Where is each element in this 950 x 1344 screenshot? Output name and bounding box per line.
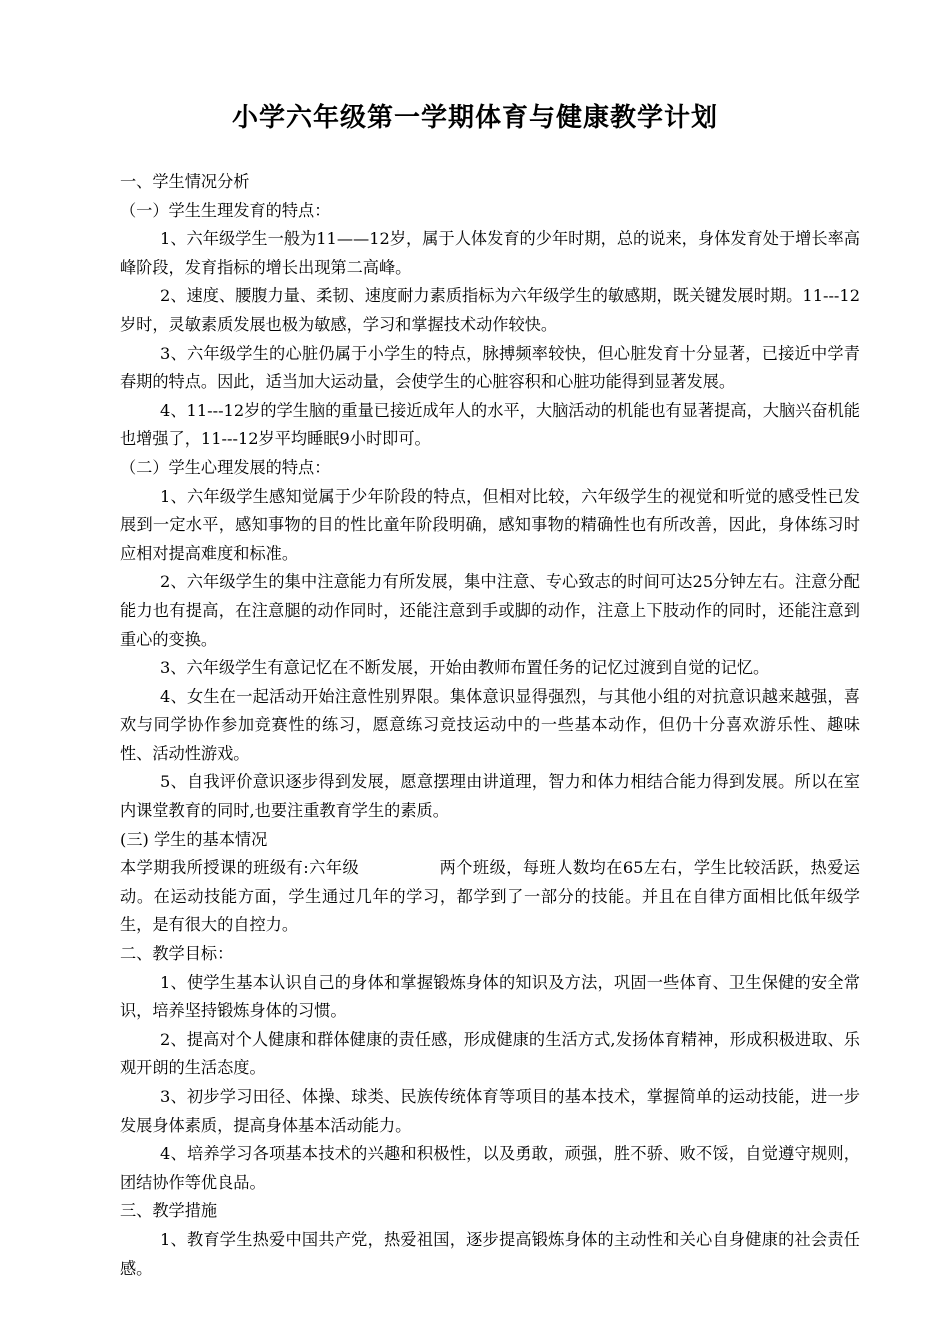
paragraph: 2、提高对个人健康和群体健康的责任感，形成健康的生活方式,发扬体育精神，形成积极进取、乐观开朗的生活态度。 [120,1029,860,1078]
class-info-rest: 两个班级，每班人数均在65左右，学生比较活跃，热爱运动。在运动技能方面，学生通过几年的学习，都学到了一部分的技能。并且在自律方面相比低年级学生，是有很大的自控力。 [120,858,860,935]
document-body [120,168,860,1283]
paragraph: 1、使学生基本认识自己的身体和掌握锻炼身体的知识及方法，巩固一些体育、卫生保健的安全常识，培养坚持锻炼身体的习惯。 [120,972,860,1021]
paragraph: 3、初步学习田径、体操、球类、民族传统体育等项目的基本技术，掌握简单的运动技能，进一步发展身体素质，提高身体基本活动能力。 [120,1087,860,1135]
paragraph: 4、培养学习各项基本技术的兴趣和积极性，以及勇敢，顽强，胜不骄、败不馁，自觉遵守规则，团结协作等优良品。 [120,1144,860,1192]
class-info-lead: 本学期我所授课的班级有:六年级 [120,858,360,878]
section-heading-1: 一、学生情况分析 [120,172,250,191]
paragraph: 4、女生在一起活动开始注意性别界限。集体意识显得强烈，与其他小组的对抗意识越来越强，喜欢与同学协作参加竞赛性的练习，愿意练习竞技运动中的一些基本动作，但仍十分喜欢游乐性、趣味性、活动性游戏。 [120,686,860,763]
paragraph: 4、11---12岁的学生脑的重量已接近成年人的水平，大脑活动的机能也有显著提高，大脑兴奋机能也增强了，11---12岁平均睡眠9小时即可。 [120,400,860,449]
section-heading-3: 三、教学措施 [120,1201,218,1221]
paragraph: 5、自我评价意识逐步得到发展，愿意摆理由讲道理，智力和体力相结合能力得到发展。所以在室内课堂教育的同时,也要注重教育学生的素质。 [120,772,860,821]
paragraph: 1、教育学生热爱中国共产党，热爱祖国，逐步提高锻炼身体的主动性和关心自身健康的社会责任感。 [120,1229,860,1278]
paragraph: 2、六年级学生的集中注意能力有所发展，集中注意、专心致志的时间可达25分钟左右。注意分配能力也有提高，在注意腿的动作同时，还能注意到手或脚的动作，注意上下肢动作的同时，还能注意到重心的变换。 [120,572,860,649]
subsection-heading-2: （二）学生心理发展的特点： [120,457,331,477]
paragraph: 3、六年级学生的心脏仍属于小学生的特点，脉搏频率较快，但心脏发育十分显著，已接近中学青春期的特点。因此，适当加大运动量，会使学生的心脏容积和心脏功能得到显著发展。 [120,343,860,392]
subsection-heading-3: (三) 学生的基本情况 [120,829,268,849]
paragraph: 3、六年级学生有意记忆在不断发展，开始由教师布置任务的记忆过渡到自觉的记忆。 [160,658,770,678]
paragraph-class-info [120,854,860,940]
paragraph: 1、六年级学生感知觉属于少年阶段的特点，但相对比较，六年级学生的视觉和听觉的感受性已发展到一定水平，感知事物的目的性比童年阶段明确，感知事物的精确性也有所改善，因此，身体练习时应相对提高难度和标准。 [120,486,860,563]
section-heading-2: 二、教学目标： [120,944,234,964]
paragraph: 2、速度、腰腹力量、柔韧、速度耐力素质指标为六年级学生的敏感期，既关键发展时期。11---12岁时，灵敏素质发展也极为敏感，学习和掌握技术动作较快。 [120,286,860,334]
paragraph: 1、六年级学生一般为11——12岁，属于人体发育的少年时期，总的说来，身体发育处于增长率高峰阶段，发育指标的增长出现第二高峰。 [120,229,860,277]
subsection-heading-1: （一）学生生理发育的特点： [120,200,331,220]
document-title: 小学六年级第一学期体育与健康教学计划 [231,103,718,133]
